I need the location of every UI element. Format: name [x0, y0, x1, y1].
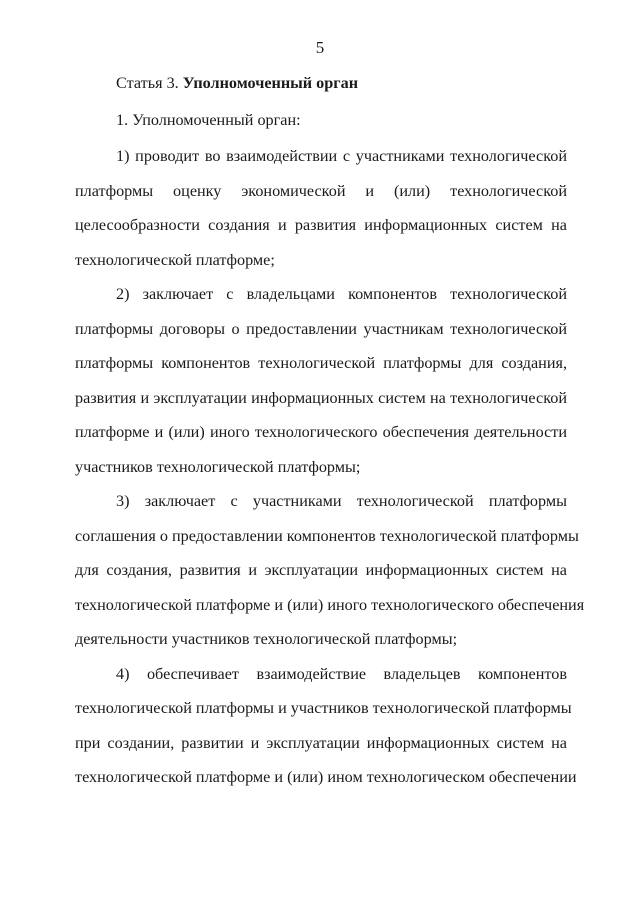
paragraph-line: для создания, развития и эксплуатации информационных систем на: [75, 561, 567, 579]
paragraph-line: деятельности участников технологической платформы;: [75, 630, 458, 648]
paragraph-line: 1. Уполномоченный орган:: [116, 111, 301, 129]
article-label: Статья 3.: [116, 74, 179, 92]
paragraph-line: развития и эксплуатации информационных систем на технологической: [75, 389, 567, 407]
paragraph-line: платформе и (или) иного технологического обеспечения деятельности: [75, 423, 567, 441]
paragraph-line: платформы компонентов технологической платформы для создания,: [75, 354, 567, 372]
paragraph-line: 1) проводит во взаимодействии с участниками технологической: [116, 147, 567, 165]
paragraph-line: целесообразности создания и развития информационных систем на: [75, 216, 567, 234]
paragraph-line: технологической платформы и участников технологической платформы: [75, 699, 572, 717]
paragraph-line: платформы договоры о предоставлении участникам технологической: [75, 320, 567, 338]
paragraph-line: соглашения о предоставлении компонентов технологической платформы: [75, 527, 579, 545]
paragraph-line: технологической платформе и (или) ином технологическом обеспечении: [75, 768, 577, 786]
paragraph-line: платформы оценку экономической и (или) технологической: [75, 182, 567, 200]
paragraph-line: технологической платформе и (или) иного технологического обеспечения: [75, 596, 585, 614]
article-title: Уполномоченный орган: [182, 74, 359, 92]
paragraph-line: при создании, развитии и эксплуатации информационных систем на: [75, 734, 567, 752]
paragraph-line: участников технологической платформы;: [75, 458, 361, 476]
paragraph-line: 2) заключает с владельцами компонентов технологической: [116, 285, 567, 303]
paragraph-line: 3) заключает с участниками технологической платформы: [116, 492, 567, 510]
page-number: 5: [315, 38, 325, 57]
paragraph-line: 4) обеспечивает взаимодействие владельцев компонентов: [116, 665, 567, 683]
paragraph-line: технологической платформе;: [75, 251, 275, 269]
article-heading: [116, 73, 567, 93]
